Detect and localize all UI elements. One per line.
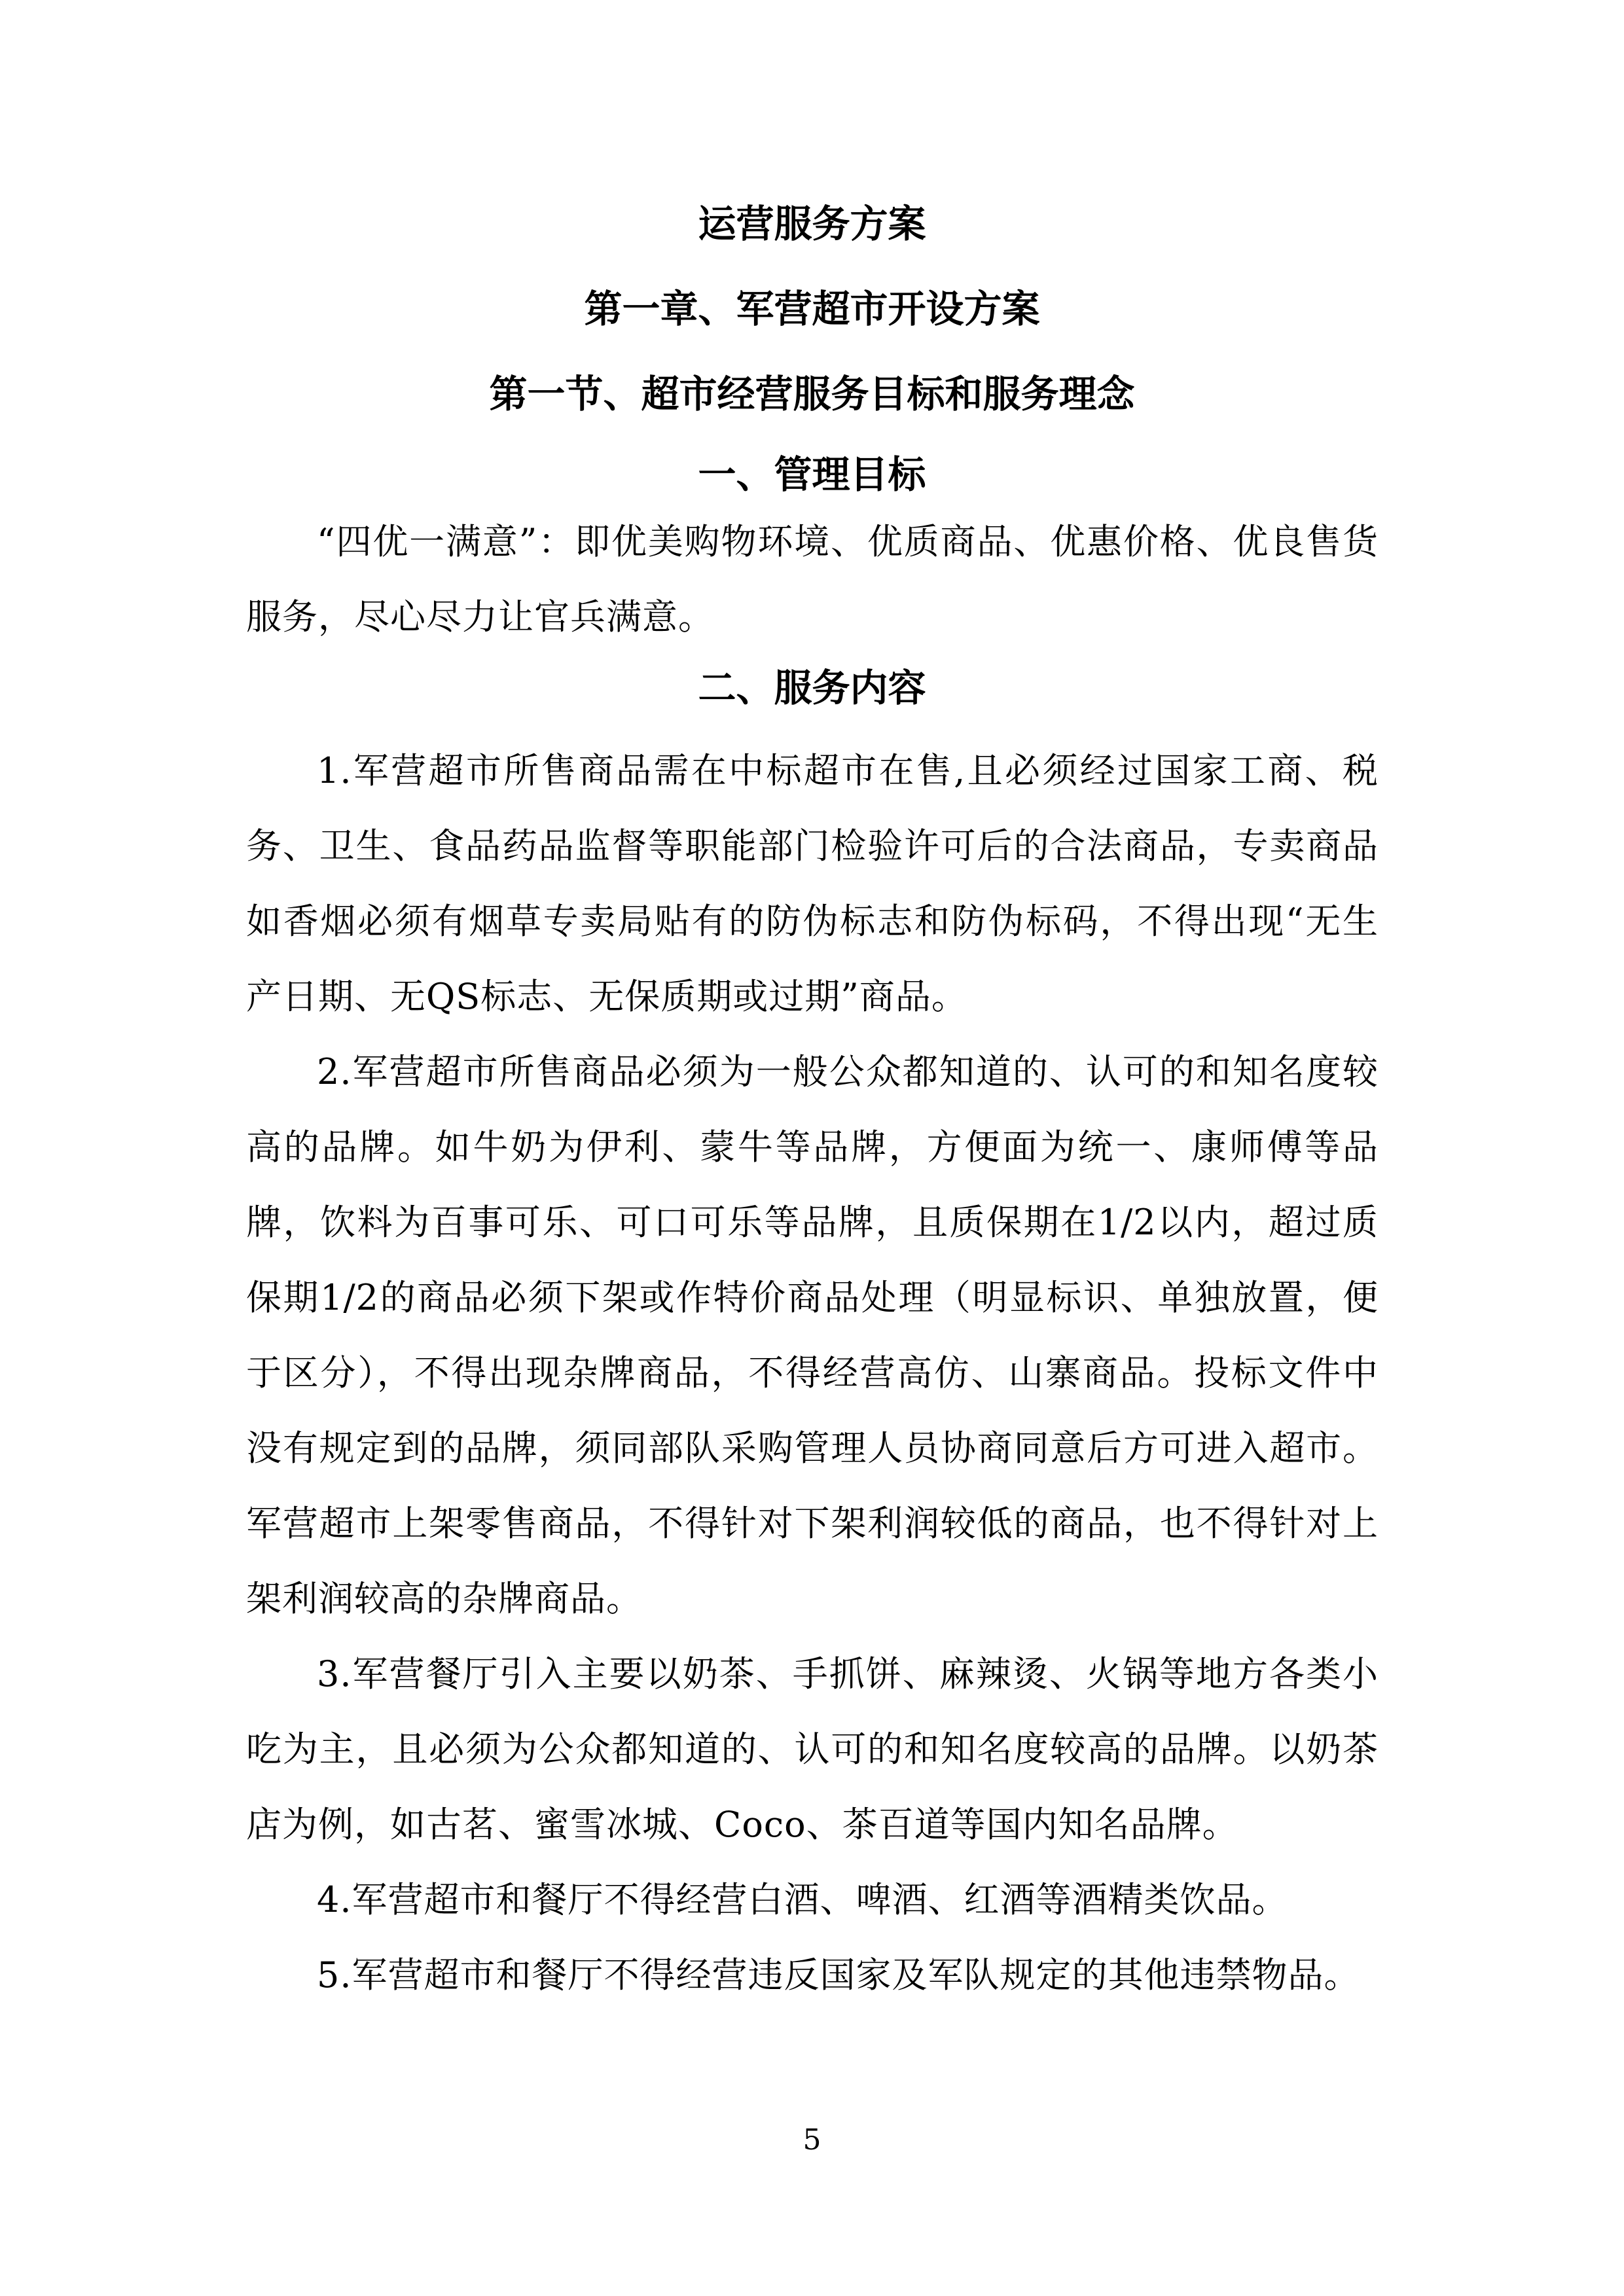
management-goal-paragraph: “四优一满意”：即优美购物环境、优质商品、优惠价格、优良售货服务，尽心尽力让官兵满意。 <box>246 521 1379 637</box>
service-item-5: 5.军营超市和餐厅不得经营违反国家及军队规定的其他违禁物品。 <box>317 1954 1360 1996</box>
chapter-heading: 第一章、军营超市开设方案 <box>584 287 1040 331</box>
document-title: 运营服务方案 <box>698 202 926 246</box>
management-goal-heading: 一、管理目标 <box>698 452 926 497</box>
service-item-1: 1.军营超市所售商品需在中标超市在售,且必须经过国家工商、税务、卫生、食品药品监督等职能部门检验许可后的合法商品，专卖商品如香烟必须有烟草专卖局贴有的防伪标志和防伪标码，不得出现“无生产日期、无QS标志、无保质期或过期”商品。 <box>246 750 1379 1017</box>
service-item-2: 2.军营超市所售商品必须为一般公众都知道的、认可的和知名度较高的品牌。如牛奶为伊利、蒙牛等品牌，方便面为统一、康师傅等品牌，饮料为百事可乐、可口可乐等品牌，且质保期在1/2以内，超过质保期1/2的商品必须下架或作特价商品处理（明显标识、单独放置，便于区分），不得出现杂牌商品，不得经营高仿、山寨商品。投标文件中没有规定到的品牌，须同部队采购管理人员协商同意后方可进入超市。军营超市上架零售商品，不得针对下架利润较低的商品，也不得针对上架利润较高的杂牌商品。 <box>246 1051 1379 1619</box>
service-content-heading: 二、服务内容 <box>698 666 926 710</box>
page-number: 5 <box>803 2123 821 2157</box>
section-heading: 第一节、超市经营服务目标和服务理念 <box>489 372 1135 416</box>
service-item-3: 3.军营餐厅引入主要以奶茶、手抓饼、麻辣烫、火锅等地方各类小吃为主，且必须为公众都知道的、认可的和知名度较高的品牌。以奶茶店为例，如古茗、蜜雪冰城、Coco、茶百道等国内知名品牌。 <box>246 1653 1379 1845</box>
service-item-4: 4.军营超市和餐厅不得经营白酒、啤酒、红酒等酒精类饮品。 <box>317 1879 1288 1920</box>
